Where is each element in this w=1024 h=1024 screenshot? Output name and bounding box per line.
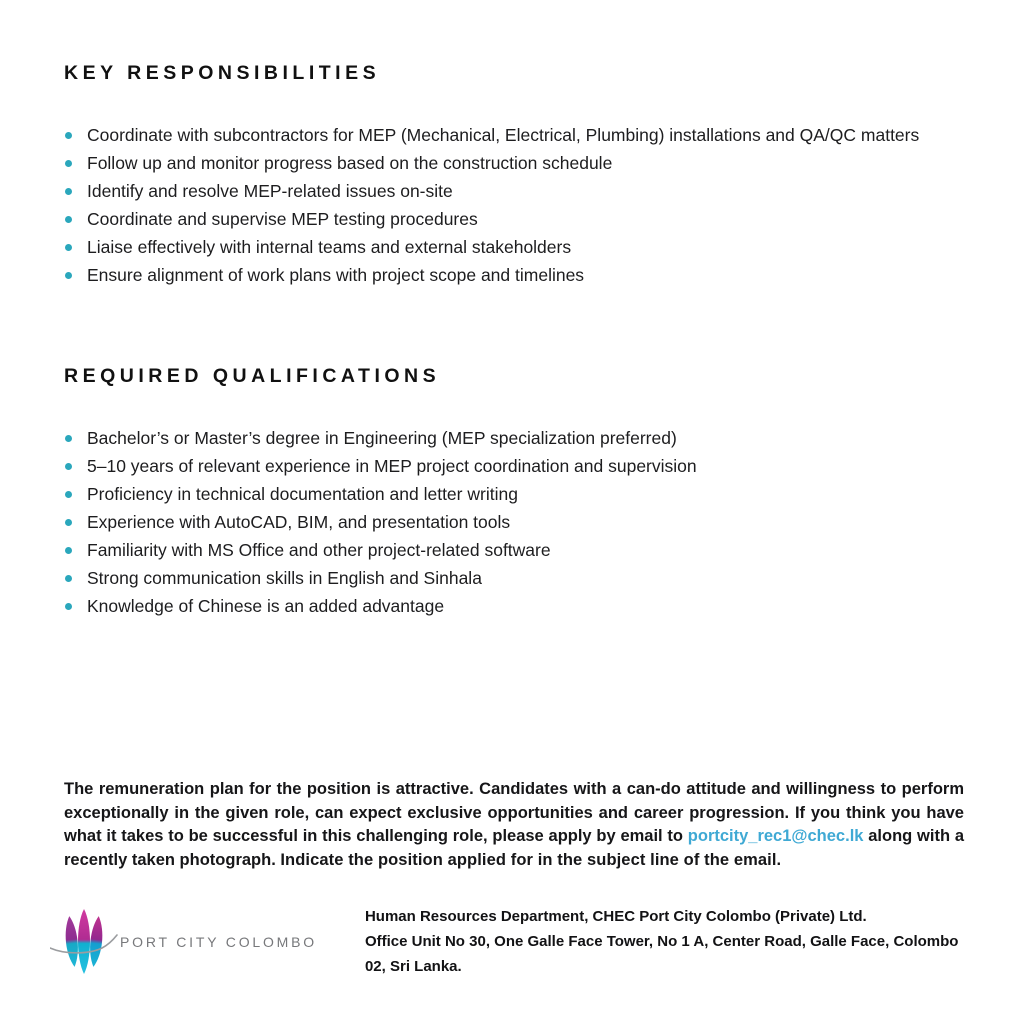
closing-paragraph <box>64 778 964 872</box>
list-item <box>64 121 964 149</box>
bullet-icon <box>65 547 72 554</box>
list-item <box>64 149 964 177</box>
bullet-icon <box>65 160 72 167</box>
list-item <box>64 508 964 536</box>
bullet-icon <box>65 244 72 251</box>
closing-text-after-email: along with a recently taken photograph. <box>64 827 964 869</box>
list-item <box>64 233 964 261</box>
list-item <box>64 536 964 564</box>
port-city-colombo-lotus-icon <box>50 906 118 978</box>
footer-address-line1: Human Resources Department, CHEC Port City Colombo (Private) Ltd. <box>364 908 867 925</box>
list-item-text: Strong communication skills in English and Sinhala <box>87 568 482 588</box>
required-qualifications-list <box>64 424 964 620</box>
list-item <box>64 424 964 452</box>
list-item <box>64 592 964 620</box>
key-responsibilities-heading: KEY RESPONSIBILITIES <box>64 62 381 84</box>
list-item-text: Bachelor’s or Master’s degree in Engineering (MEP specialization preferred) <box>87 428 677 448</box>
footer <box>50 904 964 979</box>
bullet-icon <box>65 575 72 582</box>
list-item-text: 5–10 years of relevant experience in MEP project coordination and supervision <box>87 456 697 476</box>
list-item-text: Knowledge of Chinese is an added advantage <box>87 596 445 616</box>
list-item <box>64 177 964 205</box>
bullet-icon <box>65 216 72 223</box>
bullet-icon <box>65 188 72 195</box>
bullet-icon <box>65 132 72 139</box>
bullet-icon <box>65 435 72 442</box>
list-item-text: Coordinate with subcontractors for MEP (Mechanical, Electrical, Plumbing) installations and QA/QC matters <box>87 125 920 145</box>
key-responsibilities-list <box>64 121 964 289</box>
footer-address-line2: Office Unit No 30, One Galle Face Tower, No 1 A, Center Road, Galle Face, Colombo 02, Sri Lanka. <box>364 933 959 975</box>
bullet-icon <box>65 463 72 470</box>
list-item <box>64 564 964 592</box>
required-qualifications-heading: REQUIRED QUALIFICATIONS <box>64 365 441 387</box>
section-key-responsibilities <box>64 62 964 289</box>
list-item <box>64 205 964 233</box>
bullet-icon <box>65 519 72 526</box>
list-item-text: Liaise effectively with internal teams and external stakeholders <box>87 237 572 257</box>
list-item-text: Follow up and monitor progress based on the construction schedule <box>87 153 613 173</box>
footer-address <box>365 904 964 979</box>
bullet-icon <box>65 491 72 498</box>
closing-emphasis-sentence: Indicate the position applied for in the subject line of the email. <box>280 850 782 869</box>
list-item <box>64 261 964 289</box>
brand-wordmark: PORT CITY COLOMBO <box>120 933 317 950</box>
list-item <box>64 452 964 480</box>
list-item-text: Proficiency in technical documentation and letter writing <box>87 484 518 504</box>
section-required-qualifications <box>64 365 964 620</box>
list-item-text: Coordinate and supervise MEP testing procedures <box>87 209 478 229</box>
list-item-text: Ensure alignment of work plans with project scope and timelines <box>87 265 585 285</box>
apply-email-link[interactable]: portcity_rec1@chec.lk <box>687 827 864 845</box>
list-item-text: Identify and resolve MEP-related issues on-site <box>87 181 453 201</box>
list-item-text: Familiarity with MS Office and other project-related software <box>87 540 551 560</box>
list-item <box>64 480 964 508</box>
closing-text-before-email: The remuneration plan for the position is attractive. Candidates with a can-do attitude and willingness to perform exceptionally in the given role, can expect exclusive opportunities and career progression. If you think you have what it takes to be successful in this challenging role, please apply by email to <box>64 780 964 845</box>
list-item-text: Experience with AutoCAD, BIM, and presentation tools <box>87 512 511 532</box>
bullet-icon <box>65 272 72 279</box>
bullet-icon <box>65 603 72 610</box>
